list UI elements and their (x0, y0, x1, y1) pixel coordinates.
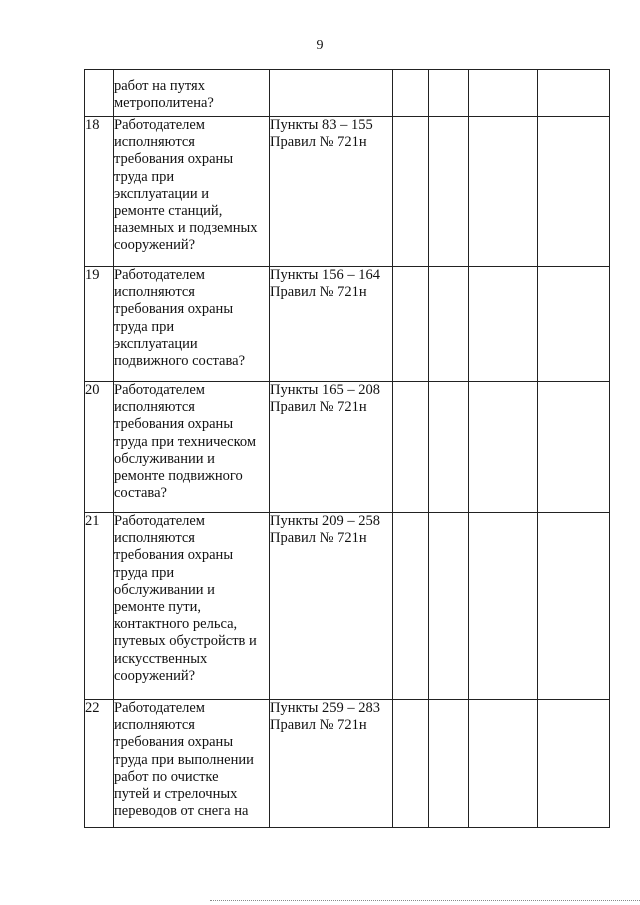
table-row (85, 700, 610, 828)
answer-na-cell (469, 700, 538, 828)
question-text-line: требования охраны (114, 416, 234, 433)
answer-na-cell (469, 382, 538, 513)
answer-yes-cell (393, 267, 429, 382)
answer-yes-cell (393, 513, 429, 700)
answer-no-cell (429, 382, 469, 513)
question-text-line: контактного рельса, (114, 616, 238, 633)
notes-cell (538, 513, 610, 700)
question-text-line: ремонте подвижного (114, 468, 243, 485)
question-cell (114, 382, 270, 513)
reference-cell (270, 700, 393, 828)
row-number: 21 (85, 513, 114, 700)
question-text-line: сооружений? (114, 237, 196, 254)
reference-text-line: Пункты 156 – 164 (270, 267, 381, 283)
question-text-line: исполняются (114, 399, 195, 416)
answer-na-cell (469, 117, 538, 267)
reference-cell (270, 70, 393, 117)
row-number: 20 (85, 382, 114, 513)
question-text-line: работ на путях (114, 78, 205, 94)
table-row (85, 117, 610, 267)
question-cell (114, 700, 270, 828)
reference-text-line: Пункты 209 – 258 (270, 513, 381, 529)
question-text-line: Работодателем (114, 700, 205, 716)
question-text-line: труда при (114, 318, 175, 335)
reference-cell (270, 513, 393, 700)
page-number: 9 (316, 38, 324, 53)
question-text-line: труда при техническом (114, 433, 257, 450)
notes-cell (538, 70, 610, 117)
question-text-line: исполняются (114, 530, 195, 547)
reference-text-line: Правил № 721н (270, 399, 367, 416)
reference-text-line: Пункты 83 – 155 (270, 117, 373, 133)
row-number (85, 70, 114, 117)
reference-text-line: Правил № 721н (270, 284, 367, 301)
reference-cell (270, 117, 393, 267)
question-text-line: эксплуатации (114, 335, 198, 352)
question-text-line: искусственных (114, 650, 208, 667)
answer-no-cell (429, 267, 469, 382)
answer-yes-cell (393, 70, 429, 117)
row-number: 19 (85, 267, 114, 382)
notes-cell (538, 267, 610, 382)
question-text-line: состава? (114, 485, 167, 502)
answer-no-cell (429, 70, 469, 117)
table-row (85, 382, 610, 513)
question-text-line: эксплуатации и (114, 185, 210, 202)
answer-no-cell (429, 513, 469, 700)
question-text-line: исполняются (114, 284, 195, 301)
question-text-line: труда при выполнении (114, 751, 254, 768)
notes-cell (538, 117, 610, 267)
question-cell (114, 267, 270, 382)
question-text-line: путевых обустройств и (114, 633, 257, 650)
answer-na-cell (469, 513, 538, 700)
notes-cell (538, 700, 610, 828)
checklist-table (84, 69, 610, 828)
question-cell (114, 117, 270, 267)
question-text-line: требования охраны (114, 151, 234, 168)
answer-yes-cell (393, 117, 429, 267)
question-text-line: обслуживании и (114, 450, 215, 467)
question-text-line: исполняются (114, 717, 195, 734)
question-text-line: требования охраны (114, 734, 234, 751)
question-text-line: исполняются (114, 134, 195, 151)
table-row (85, 70, 610, 117)
question-text-line: требования охраны (114, 301, 234, 318)
reference-cell (270, 267, 393, 382)
reference-text-line: Правил № 721н (270, 134, 367, 151)
question-text-line: переводов от снега на (114, 803, 249, 820)
question-text-line: Работодателем (114, 267, 205, 283)
table-row (85, 513, 610, 700)
reference-text-line: Пункты 259 – 283 (270, 700, 381, 716)
question-text-line: наземных и подземных (114, 220, 258, 237)
question-text-line: труда при (114, 168, 175, 185)
answer-na-cell (469, 70, 538, 117)
question-cell (114, 70, 270, 117)
question-text-line: обслуживании и (114, 581, 215, 598)
answer-no-cell (429, 700, 469, 828)
row-number: 18 (85, 117, 114, 267)
reference-text-line: Правил № 721н (270, 717, 367, 734)
question-text-line: метрополитена? (114, 95, 214, 112)
answer-yes-cell (393, 382, 429, 513)
question-text-line: Работодателем (114, 117, 205, 133)
question-text-line: ремонте станций, (114, 203, 223, 220)
question-text-line: подвижного состава? (114, 353, 246, 370)
reference-text-line: Пункты 165 – 208 (270, 382, 381, 398)
question-text-line: ремонте пути, (114, 599, 201, 616)
question-text-line: Работодателем (114, 513, 205, 529)
answer-na-cell (469, 267, 538, 382)
question-text-line: требования охраны (114, 547, 234, 564)
answer-no-cell (429, 117, 469, 267)
reference-text-line: Правил № 721н (270, 530, 367, 547)
scan-edge-line (210, 900, 640, 902)
question-text-line: Работодателем (114, 382, 205, 398)
reference-cell (270, 382, 393, 513)
row-number: 22 (85, 700, 114, 828)
notes-cell (538, 382, 610, 513)
question-text-line: сооружений? (114, 667, 196, 684)
question-text-line: путей и стрелочных (114, 786, 238, 803)
question-text-line: работ по очистке (114, 768, 219, 785)
question-cell (114, 513, 270, 700)
question-text-line: труда при (114, 564, 175, 581)
table-row (85, 267, 610, 382)
answer-yes-cell (393, 700, 429, 828)
